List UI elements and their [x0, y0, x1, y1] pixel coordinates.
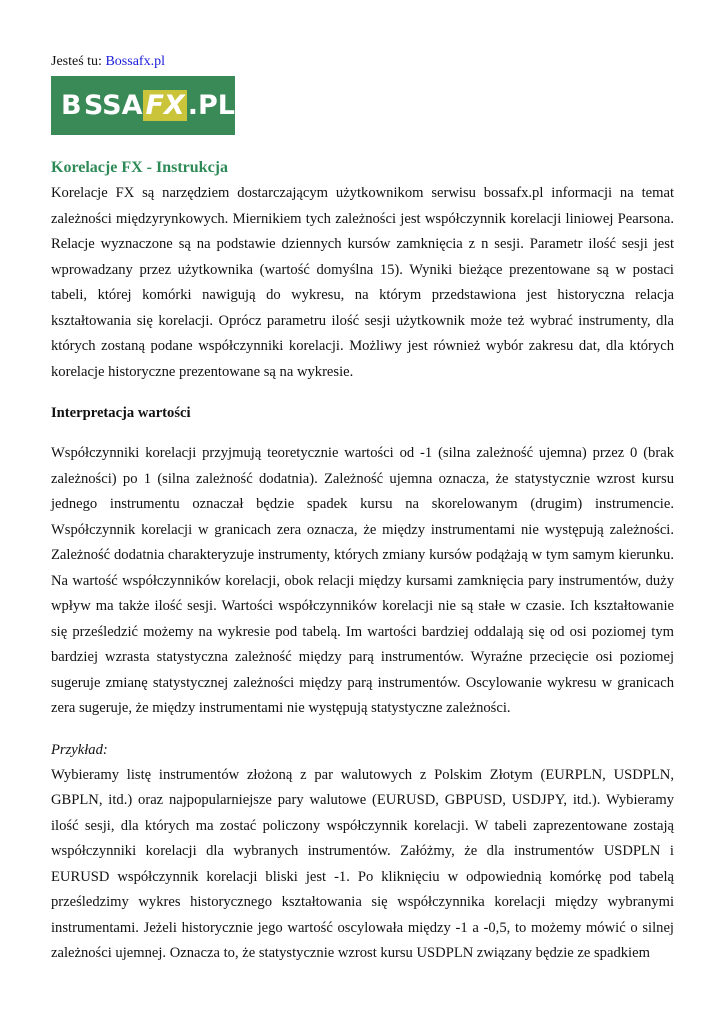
- example-paragraph: Wybieramy listę instrumentów złożoną z par walutowych z Polskim Złotym (EURPLN, USDPLN, GBPLN, itd.) oraz najpopularniejsze pary walutowe (EURUSD, GBPUSD, USDJPY, itd.). Wybieramy ilość sesji, dla których ma zostać policzony współczynnik korelacji. W tabeli zaprezentowane zostają współczynniki korelacji dla wybranych instrumentów. Załóżmy, że dla instrumentów USDPLN i EURUSD współczynnik korelacji bliski jest -1. Po kliknięciu w odpowiednią komórkę pod tabelą prześledzimy wykres historycznego kształtowania się współczynnika korelacji między wybranymi instrumentami. Jeżeli historycznie jego wartość oscylowała między -1 a -0,5, to możemy mówić o silnej zależności ujemnej. Oznacza to, że statystycznie wzrost kursu USDPLN związany będzie ze spadkiem: [51, 766, 674, 961]
- page-title: Korelacje FX - Instrukcja: [51, 159, 228, 176]
- breadcrumb: [51, 52, 674, 72]
- logo-letters-ssa: SSA: [83, 90, 143, 121]
- document-page: [51, 52, 674, 967]
- logo-pl: .PL: [187, 90, 235, 121]
- example-label: Przykład:: [51, 741, 108, 758]
- breadcrumb-prefix: Jesteś tu:: [51, 54, 106, 69]
- interpretation-paragraph: Współczynniki korelacji przyjmują teoretycznie wartości od -1 (silna zależność ujemna) przez 0 (brak zależności) po 1 (silna zależność dodatnia). Zależność ujemna oznacza, że statystycznie wzrost kursu jednego instrumentu oznaczał będzie spadek kursu na skorelowanym (drugim) instrumencie. Współczynnik korelacji w granicach zera oznacza, że między instrumentami nie występują zależności. Zależność dodatnia charakteryzuje instrumenty, których zmiany kursów podążają w tym samym kierunku. Na wartość współczynników korelacji, obok relacji między kursami zamknięcia pary instrumentów, duży wpływ ma także ilość sesji. Wartości współczynników korelacji nie są stałe w czasie. Ich kształtowanie się prześledzić możemy na wykresie pod tabelą. Im wartości bardziej oddalają się od osi poziomej tym bardziej wzrasta statystyczna zależność między parą instrumentów. Wyraźne przecięcie osi poziomej sugeruje zmianę statystycznej zależności między parą instrumentów. Oscylowanie wykresu w granicach zera sugeruje, że między instrumentami nie występują statystyczne zależności.: [51, 445, 674, 716]
- logo-letter-b: B: [61, 90, 82, 121]
- bossafx-logo[interactable]: [51, 76, 235, 135]
- intro-paragraph: Korelacje FX są narzędziem dostarczającym użytkownikom serwisu bossafx.pl informacji na temat zależności międzyrynkowych. Miernikiem tych zależności jest współczynnik korelacji liniowej Pearsona. Relacje wyznaczone są na podstawie dziennych kursów zamknięcia z n sesji. Parametr ilość sesji jest wprowadzany przez użytkownika (wartość domyślna 15). Wyniki bieżące prezentowane są w postaci tabeli, której komórki nawigują do wykresu, na którym przedstawiona jest historyczna relacja kształtowania się korelacji. Oprócz parametru ilość sesji użytkownik może też wybrać instrumenty, dla których zostaną podane współczynniki korelacji. Możliwy jest również wybór zakresu dat, dla których korelacje historyczne prezentowane są na wykresie.: [51, 185, 674, 380]
- section-heading-interpretation: Interpretacja wartości: [51, 405, 191, 421]
- breadcrumb-link-bossafx[interactable]: Bossafx.pl: [105, 54, 165, 69]
- logo-fx: FX: [145, 90, 185, 121]
